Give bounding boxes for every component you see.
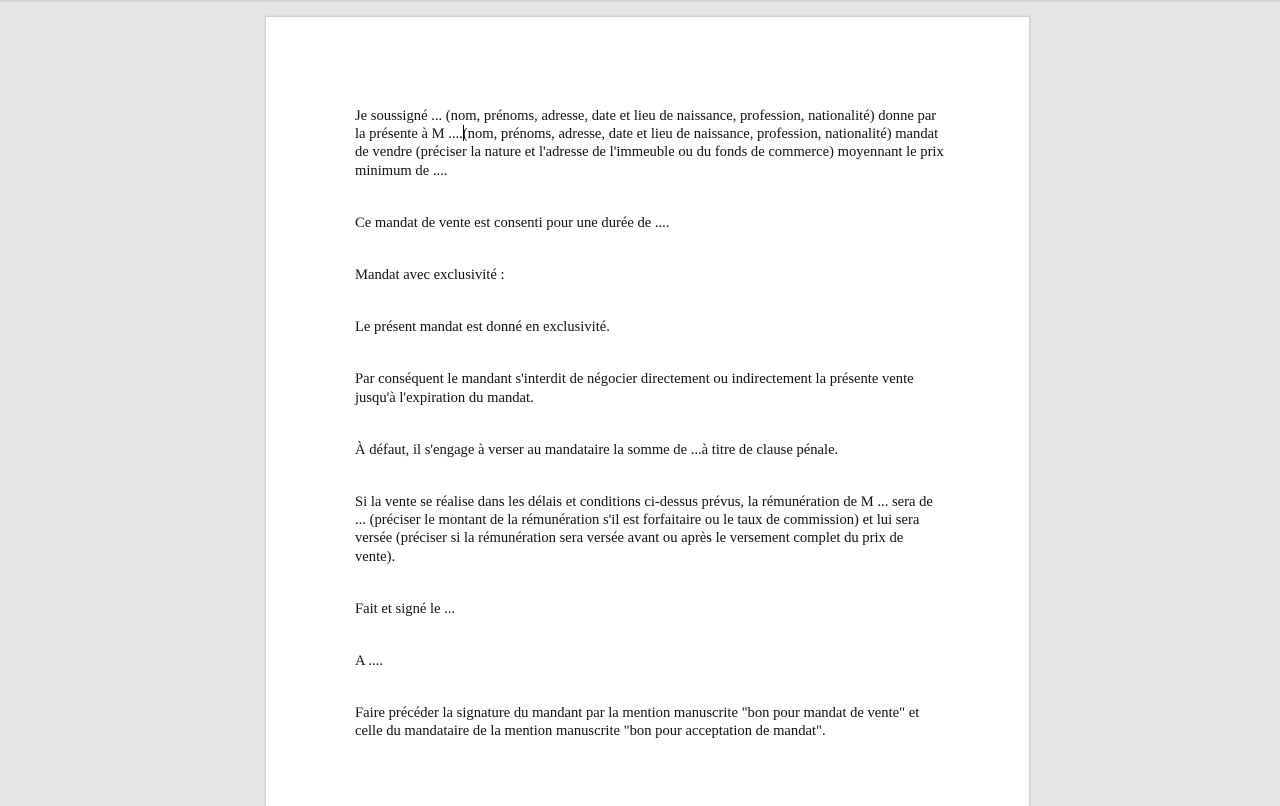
paragraph-intro-text: Je soussigné ... (nom, prénoms, adresse, date et lieu de naissance, profession, nationalité) donne par la présente à M .... <box>355 108 937 143</box>
paragraph-remuneration[interactable]: Si la vente se réalise dans les délais et conditions ci-dessus prévus, la rémunération de M ... sera de ... (préciser le montant de la rémunération s'il est forfaitaire ou le taux de commission) et lui sera versée (préciser si la rémunération sera versée avant ou après le versement complet du prix de vente). <box>355 494 933 565</box>
paragraph-penalty[interactable]: À défaut, il s'engage à verser au mandataire la somme de ...à titre de clause pénale. <box>355 441 839 458</box>
document-page[interactable] <box>265 16 1030 806</box>
paragraph-intro-continuation: (nom, prénoms, adresse, date et lieu de naissance, profession, nationalité) mandat de vendre (préciser la nature et l'adresse de l'immeuble ou du fonds de commerce) moyennant le prix minimum de .... <box>355 126 944 179</box>
paragraph-prohibition[interactable]: Par conséquent le mandant s'interdit de négocier directement ou indirectement la présente vente jusqu'à l'expiration du mandat. <box>355 371 914 406</box>
paragraph-intro[interactable] <box>355 107 945 180</box>
paragraph-exclusivity[interactable]: Le présent mandat est donné en exclusivité. <box>355 319 610 336</box>
paragraph-duration[interactable]: Ce mandat de vente est consenti pour une durée de .... <box>355 214 670 231</box>
paragraph-place[interactable]: A .... <box>355 653 383 670</box>
paragraph-exclusivity-heading[interactable]: Mandat avec exclusivité : <box>355 267 505 284</box>
paragraph-signature-mention[interactable]: Faire précéder la signature du mandant par la mention manuscrite "bon pour mandat de vente" et celle du mandataire de la mention manuscrite "bon pour acceptation de mandat". <box>355 705 920 740</box>
window-top-edge <box>0 0 1280 2</box>
document-body[interactable] <box>355 107 945 775</box>
paragraph-signed-date[interactable]: Fait et signé le ... <box>355 600 456 617</box>
